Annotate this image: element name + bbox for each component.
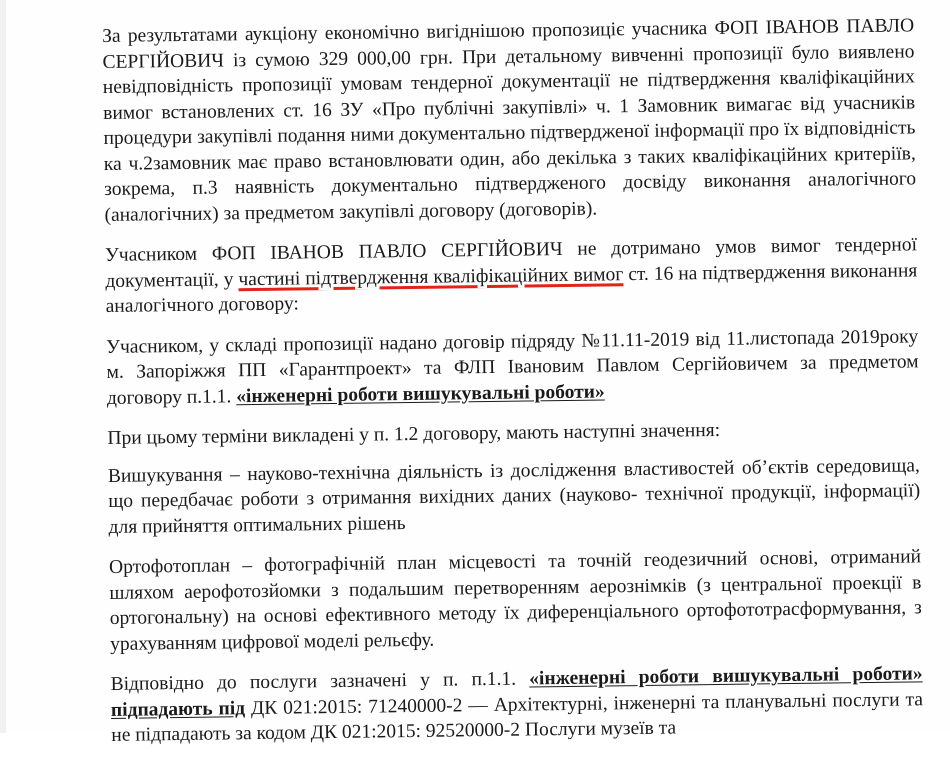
paragraph-text: ст. 16 на підтвердження виконання аналогічного договору: — [105, 259, 918, 317]
paragraph-text: Вишукування – науково-технічна діяльність із дослідження властивостей об’єктів середовища, що передбачає роботи з отримання вихідних даних (науково- технічної продукції, інформації) для прийняття оптимальних рішень — [107, 454, 921, 538]
paragraph-terms-intro — [107, 415, 919, 451]
paragraph-contract-provided — [106, 324, 919, 411]
paragraph-text: Учасником ФОП ІВАНОВ ПАВЛО СЕРГІЙОВИЧ не дотримано умов вимог тендерної документації, у — [104, 234, 918, 292]
document-body — [102, 13, 924, 763]
falls-under-emphasis: підпадають під — [110, 697, 246, 721]
paragraph-text: За результатами аукціону економічно вигіднішою пропозиціє учасника ФОП ІВАНОВ ПАВЛО СЕРГІЙОВИЧ із сумою 329 000,00 грн. При детальному вивченні пропозиції було виявлено невідповідність пропозиції умовам тендерної документації не підтвердження кваліфікаційних вимог встановлених ст. 16 ЗУ «Про публічні закупівлі» ч. 1 Замовник вимагає від учасників процедури закупівлі подання ними документально підтвердженої інформації про їх відповідність ка ч.2замовник має право встановлювати один, або декілька з таких кваліфікаційних критеріїв, зокрема, п.3 наявність документально підтвердженого досвіду виконання аналогічного (аналогічних) за предметом закупівлі договору (договорів). — [102, 15, 917, 226]
paragraph-text: послуги та не підпадають за кодом ДК 021:2015: 92520000-2 Послуги музеїв та — [111, 688, 924, 746]
contract-subject-emphasis: «інженерні роботи вишукувальні роботи» — [236, 380, 605, 407]
scan-edge — [0, 0, 6, 733]
paragraph-text: Ортофотоплан – фотографічній план місцевості та точній геодезичний основі, отриманий шляхом аерофотозйомки з подальшим перетворенням аерознімків (з центральної проекції в ортогональну) на основі ефективного методу їх диференціального ортофототрасформування, з урахуванням цифрової моделі рельєфу. — [108, 546, 922, 655]
red-underlined-phrase: частині підтвердження кваліфікаційних вимог — [238, 263, 624, 290]
paragraph-text: Відповідно до послуги зазначені у п. п.1.1. — [110, 668, 530, 695]
paragraph-auction-results — [102, 13, 917, 228]
paragraph-definition-surveying — [108, 453, 921, 540]
paragraph-text: Учасником, у складі пропозиції надано договір підряду №11.11-2019 від 11.листопада 2019року м. Запоріжжя ПП «Гарантпроект» та ФЛП Івановим Павлом Сергійовичем за предметом договору п.1.1. — [106, 325, 919, 409]
paragraph-classification — [110, 661, 923, 748]
paragraph-text: При цьому терміни викладені у п. 1.2 договору, мають наступні значення: — [107, 419, 721, 449]
services-emphasis: «інженерні роботи вишукувальні роботи» — [529, 663, 923, 690]
paragraph-definition-orthophotoplan — [109, 544, 922, 657]
paragraph-text: ДК 021:2015: 71240000-2 — Архітектурні, інженерні та планувальні — [244, 690, 827, 719]
paragraph-noncompliance — [105, 232, 918, 319]
